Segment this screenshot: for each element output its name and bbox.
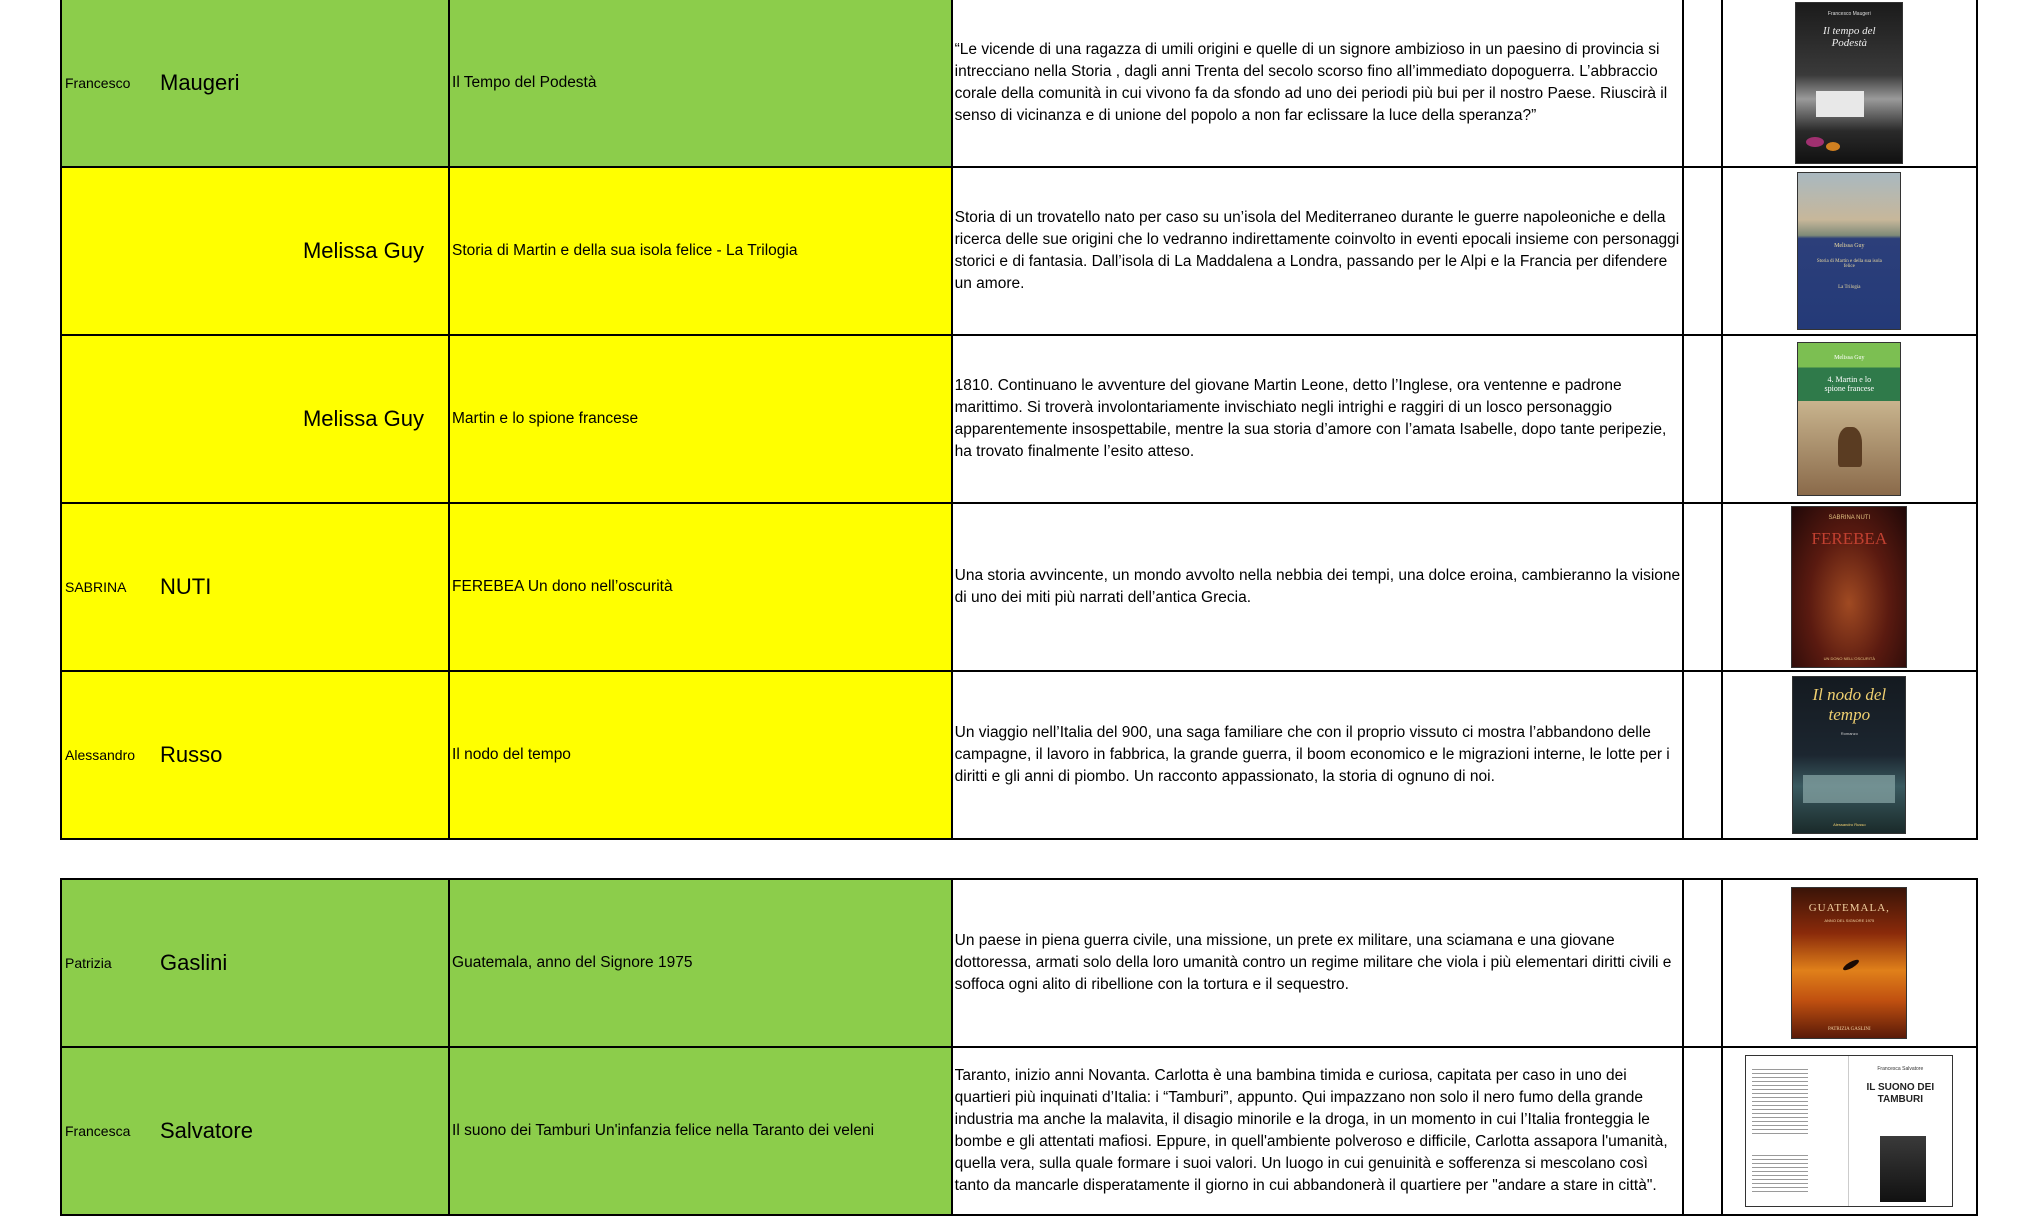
- cover-title: FEREBEA: [1811, 529, 1888, 548]
- author-last-name: Maugeri: [160, 70, 240, 95]
- books-table-2: [60, 878, 1978, 1216]
- description-cell[interactable]: [952, 0, 1684, 167]
- empty-cell[interactable]: [1683, 167, 1721, 335]
- title-cell[interactable]: [449, 879, 952, 1047]
- title-cell[interactable]: [449, 1047, 952, 1215]
- book-title: Storia di Martin e della sua isola felice - La Trilogia: [452, 242, 798, 259]
- book-description: 1810. Continuano le avventure del giovane Martin Leone, detto l’Inglese, ora ventenne e padrone marittimo. Si troverà involontariamente invischiato negli intrighi e raggiri di un losco personaggio apparentemente insospettabile, mentre la sua storia d’amore con l’amata Isabelle, dopo tante peripezie, ha trovato finalmente l’esito atteso.: [954, 377, 1667, 460]
- table-row: [61, 879, 1977, 1047]
- author-cell[interactable]: [61, 879, 449, 1047]
- book-description: Un paese in piena guerra civile, una missione, un prete ex militare, una sciamana e una giovane dottoressa, armati solo della loro umanità contro un regime militare che viola i più elementari diritti civili e soffoca ogni alito di ribellione con la tortura e il sequestro.: [954, 932, 1672, 993]
- cover-cell[interactable]: [1722, 671, 1977, 839]
- author-last-name: NUTI: [160, 574, 212, 599]
- description-cell[interactable]: [952, 671, 1684, 839]
- author-first-name: Patrizia: [65, 955, 112, 971]
- cover-subtitle: UN DONO NELL'OSCURITÀ: [1823, 656, 1876, 661]
- book-title: Il Tempo del Podestà: [452, 74, 597, 91]
- author-cell[interactable]: [61, 503, 449, 671]
- author-cell[interactable]: [61, 671, 449, 839]
- author-first-name: Francesca: [65, 1123, 131, 1139]
- empty-cell[interactable]: [1683, 671, 1721, 839]
- book-description: Una storia avvincente, un mondo avvolto nella nebbia dei tempi, una dolce eroina, cambieranno la visione di uno dei miti più narrati dell’antica Grecia.: [954, 567, 1681, 606]
- book-description: Storia di un trovatello nato per caso su un’isola del Mediterraneo durante le guerre napoleoniche e della ricerca delle sue origini che lo vedranno indirettamente coinvolto in eventi epocali insieme con personaggi storici e di fantasia. Dall’isola di La Maddalena a Londra, passando per le Alpi e la Francia per difendere un amore.: [954, 209, 1680, 292]
- title-cell[interactable]: [449, 167, 952, 335]
- cover-title: 4. Martin e lo spione francese: [1824, 375, 1875, 393]
- book-description: Un viaggio nell’Italia del 900, una saga familiare che con il proprio vissuto ci mostra l’abbandono delle campagne, il lavoro in fabbrica, la grande guerra, il boom economico e le migrazioni interne, le lotte per i diritti e gli anni di piombo. Un racconto appassionato, la storia di ognuno di noi.: [954, 724, 1670, 785]
- description-cell[interactable]: [952, 1047, 1684, 1215]
- table-row: [61, 167, 1977, 335]
- cover-author: PATRIZIA GASLINI: [1827, 1027, 1871, 1032]
- cover-author: Melissa Guy: [1834, 355, 1865, 361]
- books-table-1: [60, 0, 1978, 840]
- cover-cell[interactable]: [1722, 503, 1977, 671]
- author-full-name: Melissa Guy: [302, 238, 425, 263]
- book-cover-image: [1793, 677, 1905, 833]
- table-row: [61, 1047, 1977, 1215]
- table-row: [61, 0, 1977, 167]
- author-last-name: Gaslini: [160, 950, 228, 975]
- author-cell[interactable]: [61, 167, 449, 335]
- table-row: [61, 671, 1977, 839]
- cover-author: Melissa Guy: [1834, 243, 1865, 249]
- author-cell[interactable]: [61, 1047, 449, 1215]
- title-cell[interactable]: [449, 0, 952, 167]
- title-cell[interactable]: [449, 671, 952, 839]
- cover-subtitle: ANNO DEL SIGNORE 1975: [1824, 918, 1875, 923]
- author-full-name: Melissa Guy: [302, 406, 425, 431]
- empty-cell[interactable]: [1683, 0, 1721, 167]
- author-first-name: Alessandro: [65, 747, 136, 763]
- cover-title: Il tempo del Podestà: [1823, 25, 1876, 49]
- empty-cell[interactable]: [1683, 1047, 1721, 1215]
- cover-author: Francesco Maugeri: [1827, 11, 1871, 17]
- author-cell[interactable]: [61, 0, 449, 167]
- book-title: Martin e lo spione francese: [452, 410, 639, 427]
- book-cover-image: [1798, 343, 1900, 495]
- description-cell[interactable]: [952, 335, 1684, 503]
- table-row: [61, 503, 1977, 671]
- book-cover-image: [1798, 173, 1900, 329]
- book-cover-image: [1796, 3, 1902, 163]
- cover-extra: Romanzo: [1840, 731, 1858, 736]
- description-cell[interactable]: [952, 503, 1684, 671]
- cover-title: GUATEMALA,: [1808, 902, 1890, 914]
- author-last-name: Russo: [160, 742, 223, 767]
- cover-cell[interactable]: [1722, 879, 1977, 1047]
- book-title: Guatemala, anno del Signore 1975: [452, 954, 693, 971]
- book-title: Il nodo del tempo: [452, 746, 571, 763]
- book-cover-image: [1792, 888, 1906, 1038]
- cover-title: Il nodo del tempo: [1812, 685, 1887, 724]
- cover-cell[interactable]: [1722, 167, 1977, 335]
- book-cover-image: [1746, 1056, 1952, 1206]
- empty-cell[interactable]: [1683, 503, 1721, 671]
- title-cell[interactable]: [449, 503, 952, 671]
- book-cover-image: [1792, 507, 1906, 667]
- empty-cell[interactable]: [1683, 879, 1721, 1047]
- author-first-name: Francesco: [65, 75, 131, 91]
- cover-author: Alessandro Russo: [1833, 822, 1866, 827]
- author-first-name: SABRINA: [65, 579, 127, 595]
- description-cell[interactable]: [952, 167, 1684, 335]
- book-description: “Le vicende di una ragazza di umili origini e quelle di un signore ambizioso in un paesino di provincia si intrecciano nella Storia , dagli anni Trenta del secolo scorso fino all’immediato dopoguerra. L’abbraccio corale della comunità in cui vivono fa da sfondo ad uno dei periodi più bui per il nostro Paese. Riuscirà il senso di vicinanza e di unione del popolo a non far eclissare la luce della speranza?”: [954, 41, 1668, 124]
- table-row: [61, 335, 1977, 503]
- cover-subtitle: La Trilogia: [1838, 285, 1861, 290]
- cover-title: Storia di Martin e della sua isola felice: [1816, 259, 1882, 269]
- empty-cell[interactable]: [1683, 335, 1721, 503]
- cover-author: Francesca Salvatore: [1877, 1066, 1924, 1072]
- description-cell[interactable]: [952, 879, 1684, 1047]
- cover-title: IL SUONO DEI TAMBURI: [1866, 1082, 1935, 1105]
- cover-cell[interactable]: [1722, 335, 1977, 503]
- author-cell[interactable]: [61, 335, 449, 503]
- title-cell[interactable]: [449, 335, 952, 503]
- book-description: Taranto, inizio anni Novanta. Carlotta è una bambina timida e curiosa, capitata per caso in uno dei quartieri più inquinati d’Italia: i “Tamburi”, appunto. Qui impazzano non solo il nero fumo della grande industria ma anche la malavita, il disagio minorile e la droga, in un momento in cui l’Italia fronteggia le bombe e gli attentati mafiosi. Eppure, in quell'ambiente polveroso e difficile, Carlotta assapora l'umanità, quella vera, sulla quale formare i suoi valori. Un luogo in cui genuinità e sofferenza si mescolano così tanto da mancarle disperatamente il giorno in cui abbandonerà il quartiere per "andare a stare in città".: [954, 1067, 1668, 1194]
- book-title: Il suono dei Tamburi Un'infanzia felice nella Taranto dei veleni: [452, 1122, 875, 1139]
- author-last-name: Salvatore: [160, 1118, 253, 1143]
- cover-cell[interactable]: [1722, 1047, 1977, 1215]
- book-title: FEREBEA Un dono nell’oscurità: [452, 578, 673, 595]
- cover-author: SABRINA NUTI: [1828, 515, 1871, 521]
- cover-cell[interactable]: [1722, 0, 1977, 167]
